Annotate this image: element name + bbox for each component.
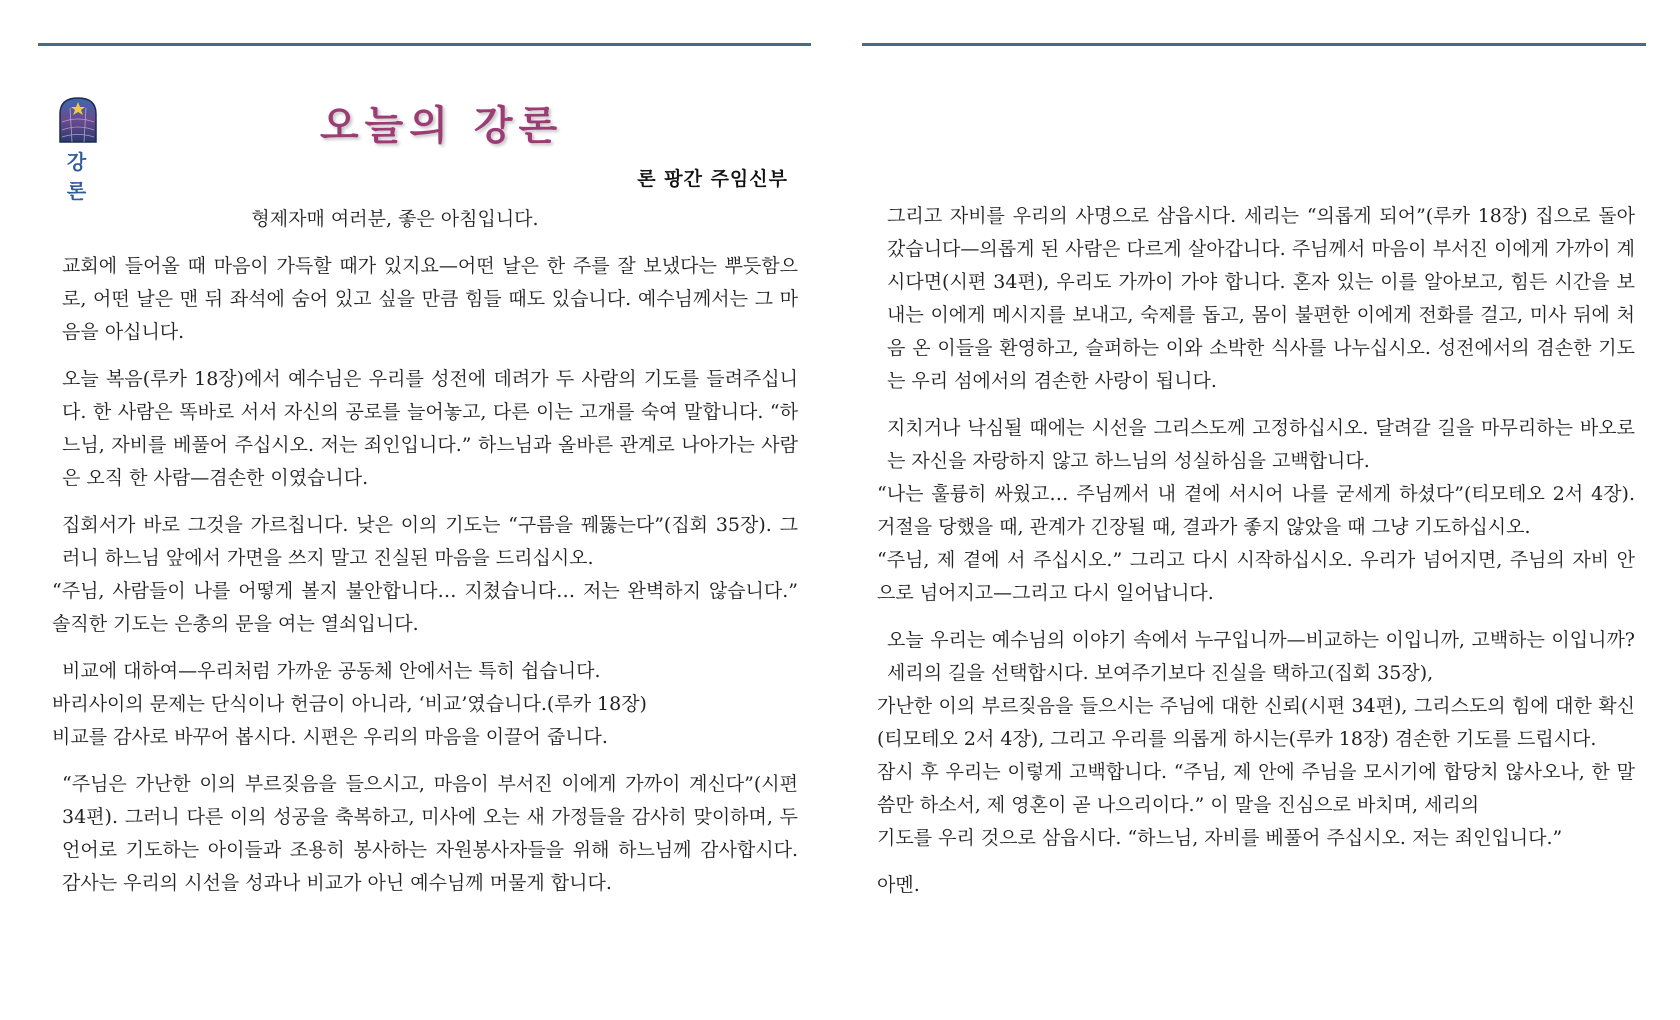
closing-amen: 아멘.	[877, 874, 920, 896]
badge-label: 강론	[66, 150, 90, 203]
paragraph: 오늘 복음(루카 18장)에서 예수님은 우리를 성전에 데려가 두 사람의 기도를 들려주십니다. 한 사람은 똑바로 서서 자신의 공로를 늘어놓고, 다른 이는 고개를 숙여 말합니다. “하느님, 자비를 베풀어 주십시오. 저는 죄인입니다.” 하느님과 올바른 관계로 나아가는 사람은 오직 한 사람—겸손한 이였습니다.	[62, 368, 798, 489]
homily-badge	[56, 96, 100, 204]
paragraph: 비교에 대하여—우리처럼 가까운 공동체 안에서는 특히 쉽습니다.	[62, 660, 601, 682]
paragraph: “나는 훌륭히 싸웠고… 주님께서 내 곁에 서시어 나를 굳세게 하셨다”(티모테오 2서 4장). 거절을 당했을 때, 관계가 긴장될 때, 결과가 좋지 않았을 때 그냥 기도하십시오.	[877, 483, 1635, 538]
paragraph: 잠시 후 우리는 이렇게 고백합니다. “주님, 제 안에 주님을 모시기에 합당치 않사오나, 한 말씀만 하소서, 제 영혼이 곧 나으리이다.” 이 말을 진심으로 바치며, 세리의	[877, 761, 1635, 816]
paragraph: 바리사이의 문제는 단식이나 헌금이 아니라, ‘비교’였습니다.(루카 18장)	[52, 693, 647, 715]
paragraph: 지치거나 낙심될 때에는 시선을 그리스도께 고정하십시오. 달려갈 길을 마무리하는 바오로는 자신을 자랑하지 않고 하느님의 성실하심을 고백합니다.	[887, 417, 1635, 472]
stained-glass-window-icon	[58, 96, 98, 144]
paragraph: “주님, 제 곁에 서 주십시오.” 그리고 다시 시작하십시오. 우리가 넘어지면, 주님의 자비 안으로 넘어지고—그리고 다시 일어납니다.	[877, 549, 1635, 604]
header-rule-right	[862, 43, 1646, 46]
right-column	[877, 200, 1635, 916]
paragraph: 교회에 들어올 때 마음이 가득할 때가 있지요—어떤 날은 한 주를 잘 보냈다는 뿌듯함으로, 어떤 날은 맨 뒤 좌석에 숨어 있고 싶을 만큼 힘들 때도 있습니다. 예수님께서는 그 마음을 아십니다.	[62, 255, 798, 343]
paragraph: “주님은 가난한 이의 부르짖음을 들으시고, 마음이 부서진 이에게 가까이 계신다”(시편 34편). 그러니 다른 이의 성공을 축복하고, 미사에 오는 새 가정들을 감사히 맞이하며, 두 언어로 기도하는 아이들과 조용히 봉사하는 자원봉사자들을 위해 하느님께 감사합시다. 감사는 우리의 시선을 성과나 비교가 아닌 예수님께 머물게 합니다.	[62, 773, 798, 894]
left-column	[52, 203, 798, 914]
author-byline: 론 팡간 주임신부	[637, 168, 788, 190]
paragraph: 기도를 우리 것으로 삼읍시다. “하느님, 자비를 베풀어 주십시오. 저는 죄인입니다.”	[877, 827, 1563, 849]
greeting: 형제자매 여러분, 좋은 아침입니다.	[251, 208, 539, 230]
page-title: 오늘의 강론	[320, 103, 564, 149]
paragraph: 가난한 이의 부르짖음을 들으시는 주님에 대한 신뢰(시편 34편), 그리스도의 힘에 대한 확신(티모테오 2서 4장), 그리고 우리를 의롭게 하시는(루카 18장) 겸손한 기도를 드립시다.	[877, 695, 1635, 750]
paragraph: “주님, 사람들이 나를 어떻게 볼지 불안합니다… 지쳤습니다… 저는 완벽하지 않습니다.” 솔직한 기도는 은총의 문을 여는 열쇠입니다.	[52, 580, 798, 635]
paragraph: 집회서가 바로 그것을 가르칩니다. 낮은 이의 기도는 “구름을 꿰뚫는다”(집회 35장). 그러니 하느님 앞에서 가면을 쓰지 말고 진실된 마음을 드리십시오.	[62, 514, 798, 569]
paragraph: 오늘 우리는 예수님의 이야기 속에서 누구입니까—비교하는 이입니까, 고백하는 이입니까? 세리의 길을 선택합시다. 보여주기보다 진실을 택하고(집회 35장),	[887, 629, 1635, 684]
paragraph: 비교를 감사로 바꾸어 봅시다. 시편은 우리의 마음을 이끌어 줍니다.	[52, 726, 608, 748]
paragraph: 그리고 자비를 우리의 사명으로 삼읍시다. 세리는 “의롭게 되어”(루카 18장) 집으로 돌아갔습니다—의롭게 된 사람은 다르게 살아갑니다. 주님께서 마음이 부서진 이에게 가까이 계시다면(시편 34편), 우리도 가까이 가야 합니다. 혼자 있는 이를 알아보고, 힘든 시간을 보내는 이에게 메시지를 보내고, 숙제를 돕고, 몸이 불편한 이에게 전화를 걸고, 미사 뒤에 처음 온 이들을 환영하고, 슬퍼하는 이와 소박한 식사를 나누십시오. 성전에서의 겸손한 기도는 우리 섬에서의 겸손한 사랑이 됩니다.	[887, 205, 1635, 392]
header-rule-left	[38, 43, 811, 46]
